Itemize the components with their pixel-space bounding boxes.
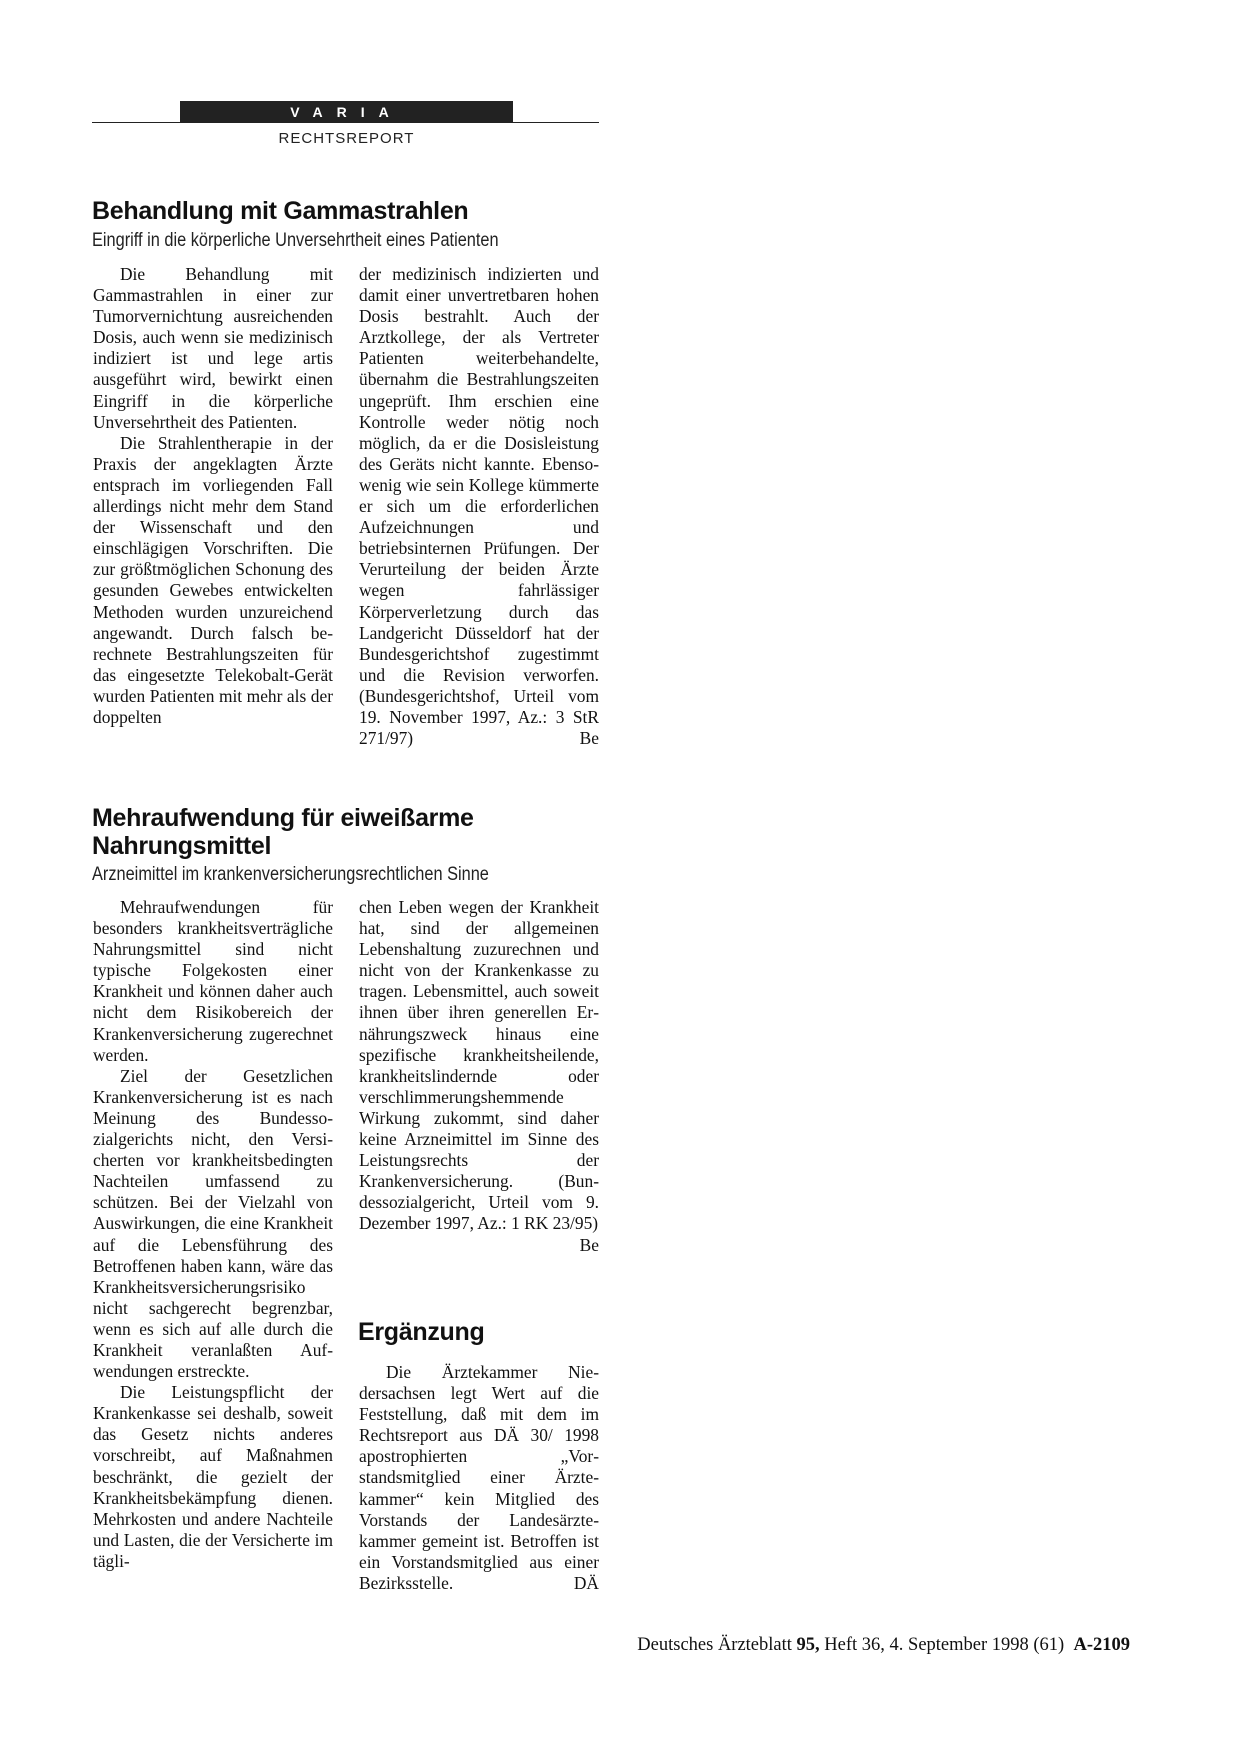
volume-number: 95, <box>796 1635 820 1655</box>
article1-column1 <box>93 264 333 728</box>
paragraph: Die Strahlentherapie in der Praxis der angeklagten Ärzte entsprach im vorliegenden Fall allerdings nicht mehr dem Stand der Wissenschaft und den einschlägigen Vorschriften. Die zur größtmöglichen Schonung des gesunden Gewebes entwickelten Methoden wurden unzureichend angewandt. Durch falsch berechnete Bestrahlungszeiten für das eingesetzte Telekobalt-Gerät wurden Patienten mit mehr als der doppelten <box>93 432 333 727</box>
author-initials: Be <box>579 1234 599 1255</box>
article3-column <box>359 1362 599 1594</box>
article1-title: Behandlung mit Gammastrahlen <box>92 197 469 225</box>
paragraph: Ziel der Gesetzlichen Krankenversicherung ist es nach Meinung des Bundessozialgerichts nicht, den Versicherten vor krankheitsbedingten Nachteilen umfassend zu schützen. Bei der Vielzahl von Auswirkungen, die eine Krankheit auf die Lebensführung des Betroffenen haben kann, wäre das Krankheitsversicherungsrisiko nicht sachgerecht begrenzbar, wenn es sich auf alle durch die Krankheit veranlaßten Aufwendungen erstreckte. <box>93 1065 333 1382</box>
paragraph: Die Behandlung mit Gammastrahlen in einer zur Tumorvernichtung ausreichenden Dosis, auch wenn sie medizinisch indiziert ist und lege artis ausgeführt wird, bewirkt einen Eingriff in die körperliche Unversehrtheit des Patienten. <box>93 264 333 432</box>
page-number: A-2109 <box>1073 1635 1130 1655</box>
paragraph-text: der medizinisch indizierten und damit einer unvertretbaren hohen Dosis bestrahlt. Auch der Arztkollege, der als Vertreter Patienten weiterbehandelte, übernahm die Bestrahlungszeiten ungeprüft. Ihm erschien eine Kontrolle weder nötig noch möglich, da er die Dosisleistung des Geräts nicht kannte. Ebensowenig wie sein Kollege kümmerte er sich um die erforderlichen Aufzeichnungen und betriebsinternen Prüfungen. Der Verurteilung der beiden Ärzte wegen fahrlässiger Körperverletzung durch das Landgericht Düsseldorf hat der Bundesgerichtshof zugestimmt und die Revision verworfen. (Bundesgerichtshof, Urteil vom 19. November 1997, Az.: 3 StR 271/97) <box>359 264 599 749</box>
paragraph-text: Die Ärztekammer Niedersachsen legt Wert auf die Feststellung, daß mit dem im Rechtsreport aus DÄ 30/ 1998 apostrophierten „Vorstandsmitglied einer Ärztekammer“ kein Mitglied des Vorstands der Landesärztekammer gemeint ist. Betroffen ist ein Vorstandsmitglied aus einer Bezirksstelle. <box>359 1362 599 1593</box>
paragraph <box>359 264 599 749</box>
section-label: RECHTSREPORT <box>278 130 415 147</box>
page-footer <box>637 1635 1130 1656</box>
article1-column2 <box>359 264 599 749</box>
article1-subtitle: Eingriff in die körperliche Unversehrtheit eines Patienten <box>92 230 499 251</box>
article2-column2 <box>359 897 599 1256</box>
author-initials: DÄ <box>573 1572 599 1593</box>
article2-title-line2: Nahrungsmittel <box>92 832 272 860</box>
issue-info: Heft 36, 4. September 1998 (61) <box>824 1635 1065 1655</box>
author-initials: Be <box>579 728 599 749</box>
paragraph <box>359 897 599 1255</box>
journal-name: Deutsches Ärzteblatt <box>637 1635 792 1655</box>
category-label: VARIA <box>180 101 513 123</box>
article2-subtitle: Arzneimittel im krankenversicherungsrechtlichen Sinne <box>92 864 489 885</box>
paragraph <box>359 1362 599 1594</box>
article2-title <box>92 804 474 860</box>
article3-title: Ergänzung <box>358 1318 485 1346</box>
paragraph: Die Leistungspflicht der Krankenkasse sei deshalb, soweit das Gesetz nichts anderes vorschreibt, auf Maßnahmen beschränkt, die gezielt der Krankheitsbekämpfung dienen. Mehrkosten und andere Nachteile und Lasten, die der Versicherte im tägli- <box>93 1382 333 1571</box>
paragraph: Mehraufwendungen für besonders krankheitsverträgliche Nahrungsmittel sind nicht typische Folgekosten einer Krankheit und können daher auch nicht dem Risikobereich der Krankenversicherung zugerechnet werden. <box>93 897 333 1065</box>
article2-column1 <box>93 897 333 1572</box>
article2-title-line1: Mehraufwendung für eiweißarme <box>92 804 474 832</box>
paragraph-text: chen Leben wegen der Krankheit hat, sind der allgemeinen Lebenshaltung zuzurechnen und nicht von der Krankenkasse zu tragen. Lebensmittel, auch soweit ihnen über ihren generellen Ernährungszweck hinaus eine spezifische krankheitsheilende, krankheitslindernde oder verschlimmerungshemmende Wirkung zukommt, sind daher keine Arzneimittel im Sinne des Leistungsrechts der Krankenversicherung. (Bundessozialgericht, Urteil vom 9. Dezember 1997, Az.: 1 RK 23/95) <box>359 897 599 1234</box>
